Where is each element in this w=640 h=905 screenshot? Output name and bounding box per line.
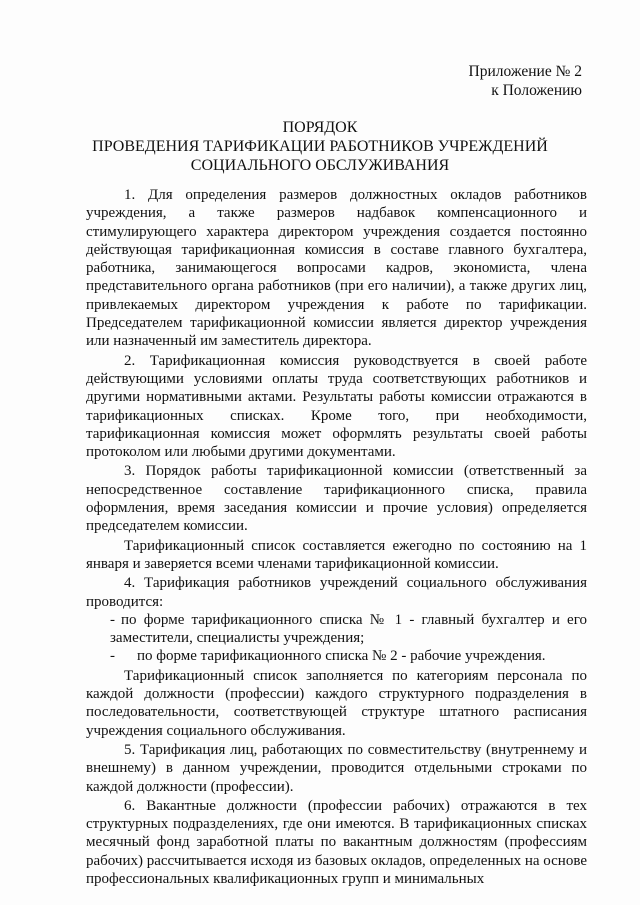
paragraph-3: 3. Порядок работы тарификационной комиссии (ответственный за непосредственное составление тарификационного списка, правила оформления, время заседания комиссии и прочие условия) определяется председателем комиссии. <box>86 463 587 535</box>
paragraph-9: 5. Тарификация лиц, работающих по совместительству (внутреннему и внешнему) в данном учреждении, проводится отдельными строками по каждой должности (профессии). <box>86 741 587 795</box>
list-item-1-text: по форме тарификационного списка № 1 - главный бухгалтер и его заместители, специалисты учреждения; <box>110 611 587 647</box>
list-dash-2: - <box>110 648 115 665</box>
list-item-2-text: по форме тарификационного списка № 2 - рабочие учреждения. <box>137 648 546 665</box>
appendix-target: к Положению <box>491 82 582 99</box>
appendix-reference <box>469 62 582 100</box>
document-title <box>60 118 580 175</box>
list-item-2 <box>86 647 587 665</box>
paragraph-2: 2. Тарификационная комиссия руководствуется в своей работе действующими условиями оплаты труда соответствующих работников и другими нормативными актами. Результаты работы комиссии отражаются в тарификационных списках. Кроме того, при необходимости, тарификационная комиссия может оформлять результаты своей работы протоколом или любыми другими документами. <box>86 352 587 461</box>
paragraph-1: 1. Для определения размеров должностных окладов работников учреждения, а также размеров надбавок компенсационного и стимулирующего характера директором учреждения создается постоянно действующая тарификационная комиссия в составе главного бухгалтера, работника, занимающегося вопросами кадров, экономиста, члена представительного органа работников (при его наличии), а также других лиц, привлекаемых директором учреждения к работе по тарификации. Председателем тарификационной комиссии является директор учреждения или назначенный им заместитель директора. <box>86 187 587 350</box>
paragraph-4: Тарификационный список составляется ежегодно по состоянию на 1 января и заверяется всеми членами тарификационной комиссии. <box>86 537 587 572</box>
document-body <box>86 186 587 888</box>
paragraph-10: 6. Вакантные должности (профессии рабочих) отражаются в тех структурных подразделениях, где они имеются. В тарификационных списках месячный фонд заработной платы по вакантным должностям (профессиям рабочих) рассчитывается исходя из базовых окладов, определенных на основе профессиональных квалификационных групп и минимальных <box>86 797 587 887</box>
title-line-3: СОЦИАЛЬНОГО ОБСЛУЖИВАНИЯ <box>190 157 450 174</box>
paragraph-8: Тарификационный список заполняется по категориям персонала по каждой должности (профессии) каждого структурного подразделения в последовательности, соответствующей структуре штатного расписания учреждения социального обслуживания. <box>86 667 587 739</box>
title-line-2: ПРОВЕДЕНИЯ ТАРИФИКАЦИИ РАБОТНИКОВ УЧРЕЖДЕНИЙ <box>92 138 548 155</box>
list-item-1 <box>86 611 587 648</box>
title-line-1: ПОРЯДОК <box>282 119 358 136</box>
appendix-number: Приложение № 2 <box>468 63 582 80</box>
paragraph-5: 4. Тарификация работников учреждений социального обслуживания проводится: <box>86 575 587 610</box>
list-dash-1: - <box>110 611 115 628</box>
